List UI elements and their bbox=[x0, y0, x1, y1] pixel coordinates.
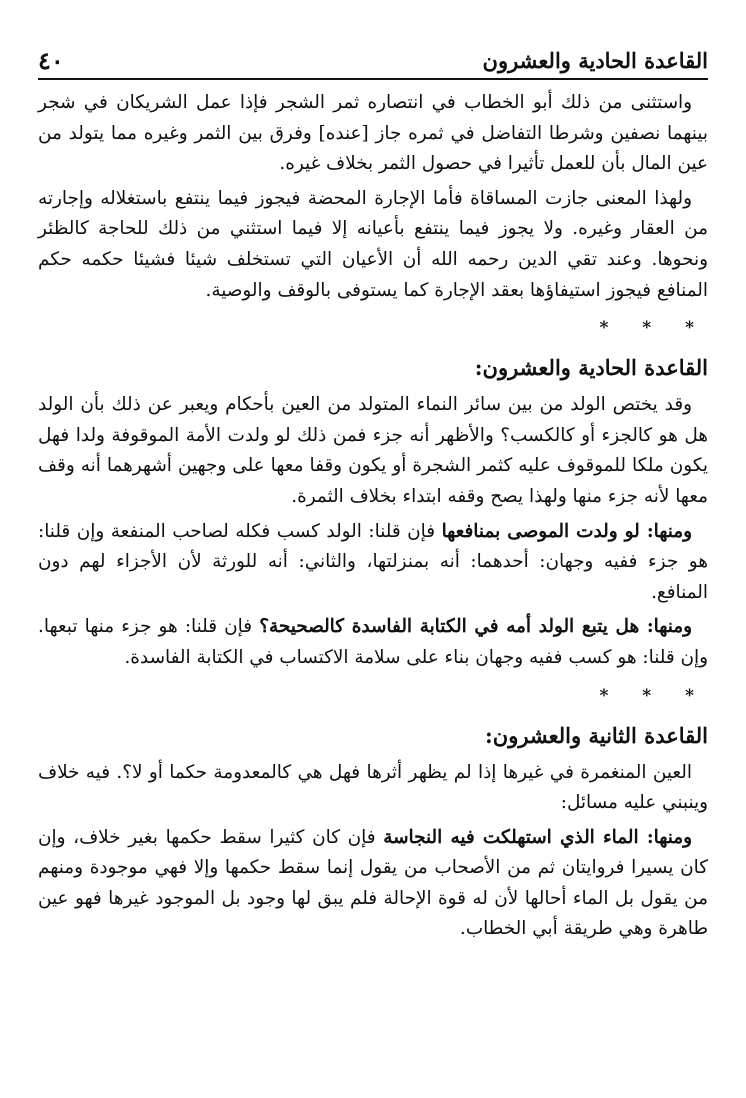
rule-21-section bbox=[38, 352, 708, 673]
paragraph bbox=[38, 612, 708, 673]
paragraph bbox=[38, 184, 708, 306]
page-content bbox=[38, 88, 708, 1078]
section-divider-asterisks: * * * bbox=[599, 318, 708, 339]
paragraph-text: واستثنى من ذلك أبو الخطاب في انتصاره ثمر الشجر فإذا عمل الشريكان في شجر بينهما نصفين وشرطا التفاضل في ثمره جاز [عنده] وفرق بين الثمر وغيره مما يتولد من عين المال بأن للعمل تأثيرا في حصول الثمر بخلاف غيره. bbox=[38, 92, 708, 175]
rule-heading: القاعدة الحادية والعشرون: bbox=[474, 355, 708, 381]
paragraph bbox=[38, 517, 708, 609]
paragraph bbox=[38, 88, 708, 180]
page-number: ٤٠ bbox=[38, 45, 64, 75]
paragraph bbox=[38, 823, 708, 945]
paragraph bbox=[38, 390, 708, 512]
rule-heading: القاعدة الثانية والعشرون: bbox=[485, 722, 708, 748]
paragraph bbox=[38, 758, 708, 819]
paragraph-lead: ومنها: لو ولدت الموصى بمنافعها bbox=[441, 520, 692, 542]
paragraph-lead: ومنها: هل يتبع الولد أمه في الكتابة الفاسدة كالصحيحة؟ bbox=[259, 616, 692, 638]
paragraph-lead: ومنها: الماء الذي استهلكت فيه النجاسة bbox=[383, 826, 692, 848]
rule-22-section bbox=[38, 720, 708, 946]
section-divider-asterisks: * * * bbox=[599, 685, 708, 706]
paragraph-text: فإن قلنا: هو جزء منها تبعها. وإن قلنا: هو كسب ففيه وجهان بناء على سلامة الاكتساب في الكتابة الفاسدة. bbox=[38, 616, 708, 668]
page-header bbox=[38, 42, 708, 80]
paragraph-text: العين المنغمرة في غيرها إذا لم يظهر أثرها فهل هي كالمعدومة حكما أو لا؟. فيه خلاف وينبني عليه مسائل: bbox=[38, 761, 708, 814]
running-title: القاعدة الحادية والعشرون bbox=[482, 47, 708, 73]
section-continued bbox=[38, 88, 708, 306]
paragraph-text: وقد يختص الولد من بين سائر النماء المتولد من العين بأحكام ويعبر عن ذلك بأن الولد هل هو كالجزء أو كالكسب؟ والأظهر أنه جزء فمن ذلك لو ولدت الأمة الموقوفة ولدا فهل يكون ملكا للموقوف عليه كثمر الشجرة أو يكون وقفا معها على وجهين أشهرهما أنه وقف معها لأنه جزء منها ولهذا يصح وقفه ابتداء بخلاف الثمرة. bbox=[38, 394, 708, 507]
paragraph-text: فإن قلنا: الولد كسب فكله لصاحب المنفعة وإن قلنا: هو جزء ففيه وجهان: أحدهما: أنه بمنزلتها، والثاني: أنه للورثة لأن الأجزاء لهم دون المنافع. bbox=[38, 520, 708, 603]
paragraph-text: ولهذا المعنى جازت المساقاة فأما الإجارة المحضة فيجوز فيما ينتفع باستغلاله وإجارته من العقار وغيره. ولا يجوز فيما ينتفع بأعيانه إلا فيما استثني من ذلك للحاجة كالظئر ونحوها. وعند تقي الدين رحمه الله أن الأعيان التي تستخلف شيئا فشيئا حكمه حكم المنافع فيجوز استيفاؤها بعقد الإجارة كما يستوفى بالوقف والوصية. bbox=[38, 187, 708, 301]
paragraph-text: فإن كان كثيرا سقط حكمها بغير خلاف، وإن كان يسيرا فروايتان ثم من الأصحاب من يقول إنما سقط حكمها وإلا فهي موجودة ومنهم من يقول بل الماء أحالها لأن له قوة الإحالة فلم يبق لها وجود بل الموجود غيرها فهو عين طاهرة وهي طريقة أبي الخطاب. bbox=[38, 826, 708, 940]
